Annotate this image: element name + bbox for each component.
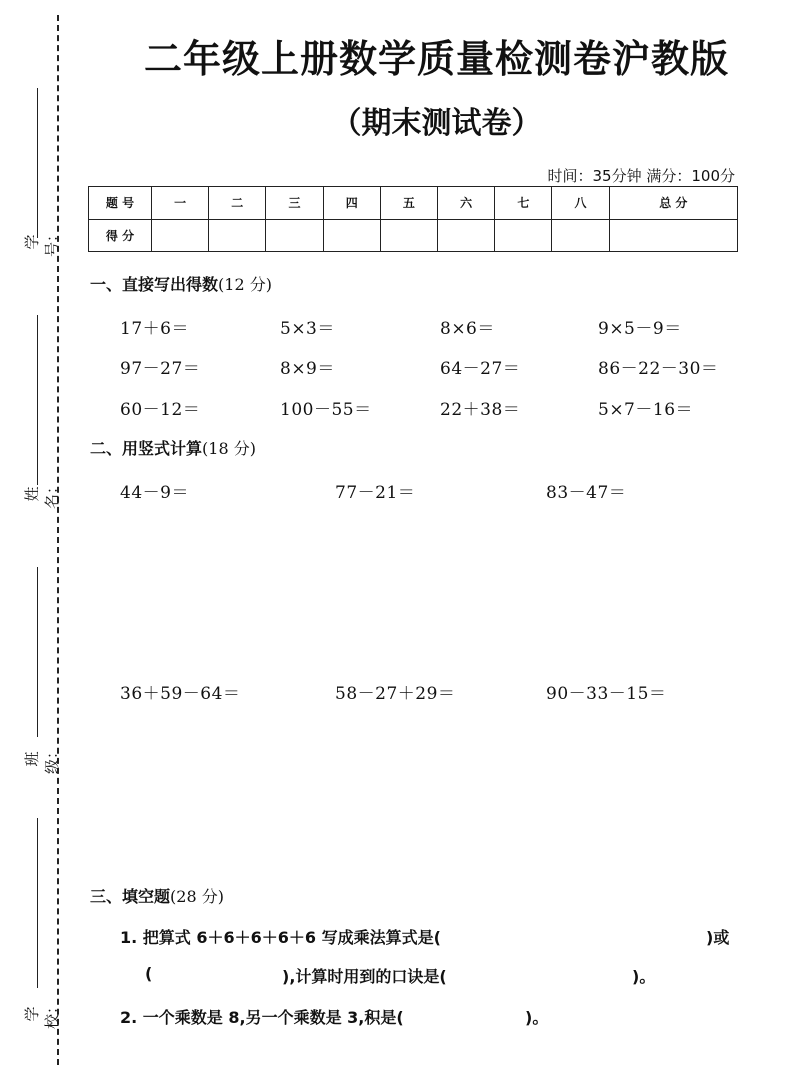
- section3-title: 三、填空题: [90, 887, 171, 906]
- col-4: 四: [323, 187, 380, 220]
- problem: 97－27＝: [120, 359, 201, 379]
- problem: 83－47＝: [546, 483, 627, 503]
- problem: 77－21＝: [335, 483, 416, 503]
- section1-title: 一、直接写出得数: [90, 275, 219, 294]
- score-table-score-row: [89, 219, 738, 252]
- score-cell[interactable]: [152, 219, 209, 252]
- class-line: [37, 567, 38, 737]
- section2-title: 二、用竖式计算: [90, 439, 203, 458]
- col-2: 二: [209, 187, 266, 220]
- page-title: 二年级上册数学质量检测卷沪教版: [143, 37, 729, 81]
- col-total: 总 分: [609, 187, 737, 220]
- col-6: 六: [438, 187, 495, 220]
- time-info: 时间：35分钟 满分：100分: [547, 167, 735, 185]
- score-cell[interactable]: [495, 219, 552, 252]
- school-line: [37, 818, 38, 988]
- name-line: [37, 315, 38, 485]
- col-8: 八: [552, 187, 609, 220]
- blank-close: )。: [632, 967, 656, 986]
- blank-open: (: [145, 964, 153, 983]
- problem: 64－27＝: [440, 359, 521, 379]
- problem: 100－55＝: [280, 400, 372, 420]
- problem: 44－9＝: [120, 483, 189, 503]
- section2-points: (18 分): [202, 439, 256, 458]
- name-label: 姓名：: [23, 479, 61, 510]
- problem: 90－33－15＝: [546, 684, 667, 704]
- question-2-end: )。: [525, 1008, 549, 1027]
- question-2: 2. 一个乘数是 8,另一个乘数是 3,积是(: [120, 1008, 404, 1027]
- question-1-line-1: [120, 925, 441, 948]
- section3-points: (28 分): [170, 887, 224, 906]
- problem: 9×5－9＝: [598, 319, 682, 339]
- score-cell[interactable]: [380, 219, 437, 252]
- section1-points: (12 分): [218, 275, 272, 294]
- score-cell[interactable]: [209, 219, 266, 252]
- score-table: [88, 186, 738, 252]
- col-5: 五: [380, 187, 437, 220]
- problem: 58－27＋29＝: [335, 684, 456, 704]
- class-label: 班级：: [23, 744, 61, 775]
- problem: 22＋38＝: [440, 400, 521, 420]
- col-3: 三: [266, 187, 323, 220]
- score-cell[interactable]: [552, 219, 609, 252]
- row-header-number: 题 号: [89, 187, 152, 220]
- row-header-score: 得 分: [89, 219, 152, 252]
- problem: 60－12＝: [120, 400, 201, 420]
- problem: 5×7－16＝: [598, 400, 694, 420]
- score-table-header-row: [89, 187, 738, 220]
- score-cell[interactable]: [438, 219, 495, 252]
- score-cell[interactable]: [323, 219, 380, 252]
- question-1-line-2: ),计算时用到的口诀是(: [282, 967, 447, 986]
- question-1-line-1-end: )或: [706, 928, 730, 947]
- question-1-text: 1. 把算式 6＋6＋6＋6＋6 写成乘法算式是(: [120, 928, 441, 947]
- section2-heading: [90, 436, 256, 459]
- student-id-line: [37, 88, 38, 238]
- school-label: 学校：: [23, 999, 61, 1030]
- page-subtitle: （期末测试卷）: [331, 106, 542, 141]
- problem: 86－22－30＝: [598, 359, 719, 379]
- problem: 5×3＝: [280, 319, 335, 339]
- col-7: 七: [495, 187, 552, 220]
- section1-heading: [90, 272, 272, 295]
- binding-dashed-line: [57, 15, 59, 1065]
- problem: 36＋59－64＝: [120, 684, 241, 704]
- student-id-label: 学号：: [23, 227, 61, 258]
- score-cell[interactable]: [266, 219, 323, 252]
- col-1: 一: [152, 187, 209, 220]
- problem: 17＋6＝: [120, 319, 189, 339]
- section3-heading: [90, 884, 224, 907]
- problem: 8×6＝: [440, 319, 495, 339]
- score-cell[interactable]: [609, 219, 737, 252]
- problem: 8×9＝: [280, 359, 335, 379]
